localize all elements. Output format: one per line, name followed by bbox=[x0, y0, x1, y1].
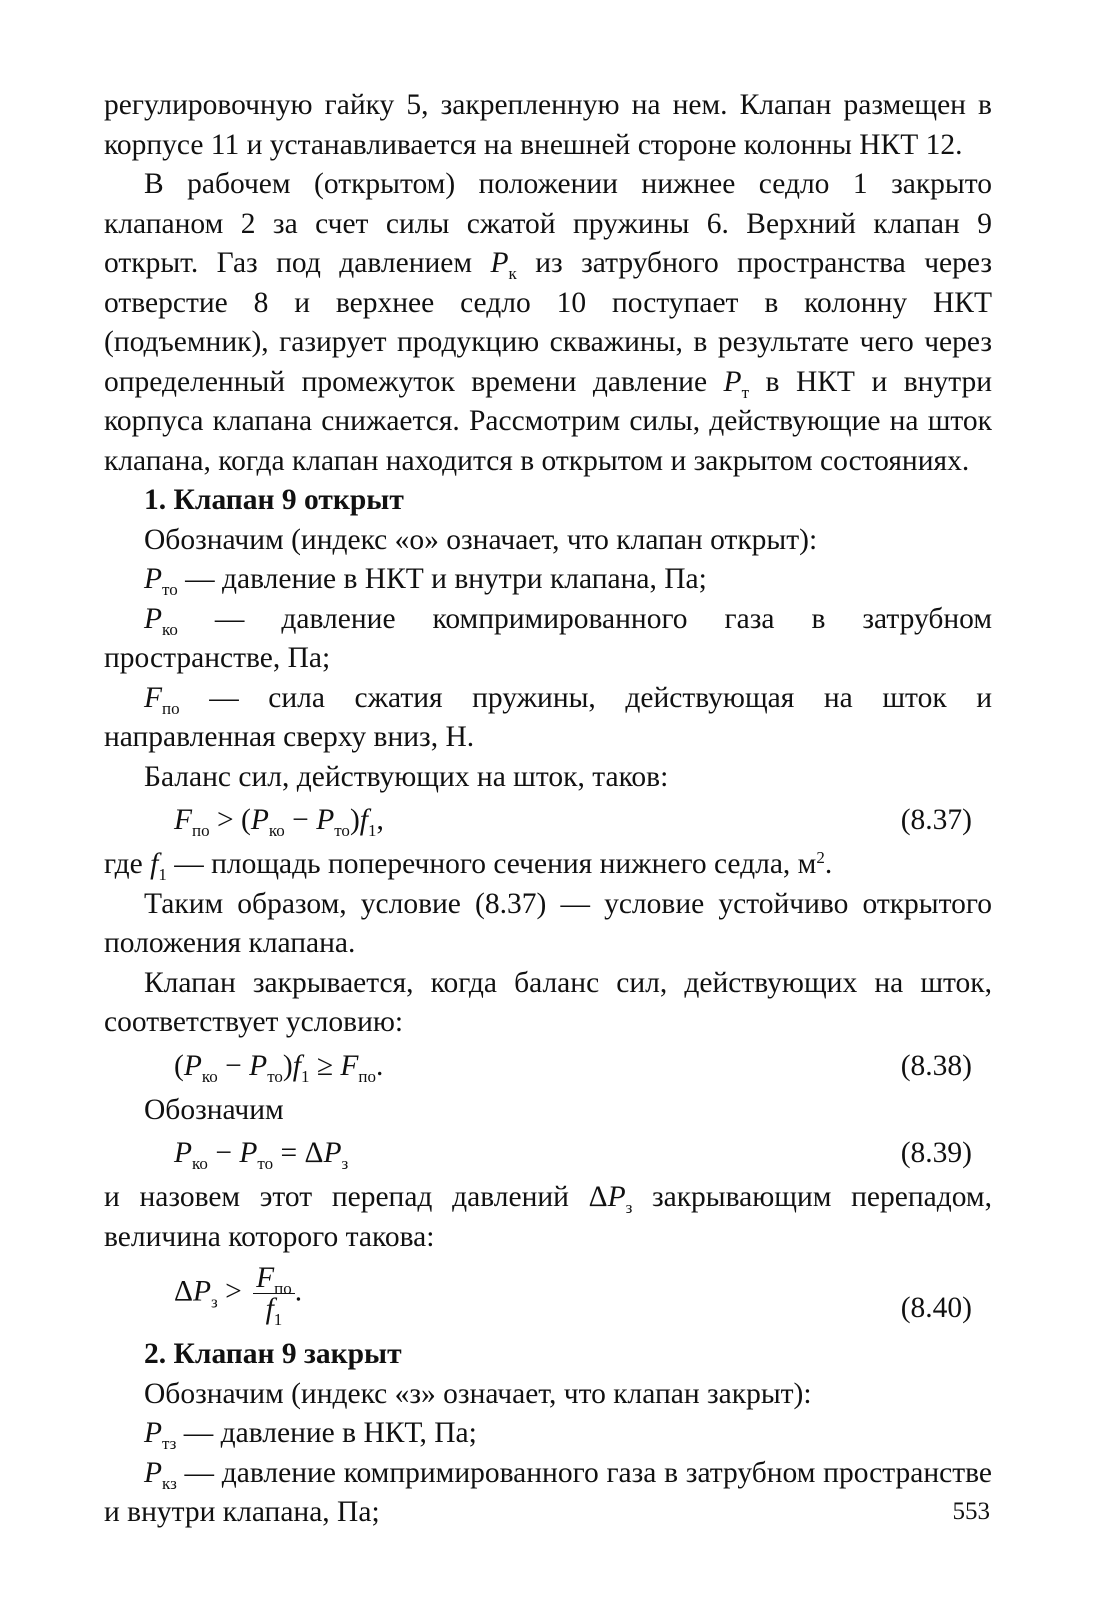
paragraph: Обозначим bbox=[144, 1093, 284, 1126]
paragraph: Баланс сил, действующих на шток, таков: bbox=[144, 760, 669, 793]
paragraph: и назовем этот перепад давлений $\Delta P_з$ закрывающим перепадом, величина которого такова: bbox=[104, 1181, 992, 1253]
paragraph: где $f_1$ — площадь поперечного сечения нижнего седла, $м^2$. bbox=[104, 848, 833, 884]
definition: $F_{по}$ — сила сжатия пружины, действующая на шток и направленная сверху вниз, Н. bbox=[104, 681, 992, 753]
paragraph: В рабочем (открытом) положении нижнее седло 1 закрыто клапаном 2 за счет силы сжатой пружины 6. Верхний клапан 9 открыт. Газ под давлением $P_к$ из затрубного пространства через отверстие 8 и верхнее седло 10 поступает в колонну НКТ (подъемник), газирует продукцию скважины, в результате чего через определенный промежуток времени давление $P_т$ в НКТ и внутри корпуса клапана снижается. Рассмотрим силы, действующие на шток клапана, когда клапан находится в открытом и закрытом состояниях. bbox=[104, 168, 992, 477]
formula-number: (8.37) bbox=[900, 804, 972, 836]
formula-expression: $F_{по} > (P_{ко} - P_{то})f_1$, bbox=[174, 804, 384, 840]
formula-expression: $P_{ко} - P_{то} = \Delta P_з$ bbox=[174, 1137, 349, 1173]
formula-8-39 bbox=[104, 1134, 992, 1174]
paragraph: Таким образом, условие (8.37) — условие устойчиво открытого положения клапана. bbox=[104, 887, 992, 959]
paragraph: регулировочную гайку 5, закрепленную на нем. Клапан размещен в корпусе 11 и устанавливается на внешней стороне колонны НКТ 12. bbox=[104, 89, 992, 161]
paragraph: Клапан закрывается, когда баланс сил, действующих на шток, соответствует условию: bbox=[104, 966, 992, 1038]
paragraph: Обозначим (индекс «о» означает, что клапан открыт): bbox=[144, 523, 818, 556]
definition: $P_{то}$ — давление в НКТ и внутри клапана, Па; bbox=[144, 563, 707, 599]
definition: $P_{ко}$ — давление компримированного газа в затрубном пространстве, Па; bbox=[104, 602, 992, 674]
formula-8-37 bbox=[104, 801, 992, 841]
definition: $P_{кз}$ — давление компримированного газа в затрубном пространстве и внутри клапана, Па; bbox=[104, 1456, 992, 1528]
formula-8-40 bbox=[104, 1263, 992, 1333]
fraction: $\frac{F_{по}}{f_1}$ bbox=[253, 1263, 295, 1324]
page-number: 553 bbox=[952, 1498, 990, 1525]
formula-number: (8.39) bbox=[900, 1137, 972, 1169]
section-heading: 1. Клапан 9 открыт bbox=[144, 484, 404, 516]
section-heading: 2. Клапан 9 закрыт bbox=[144, 1338, 402, 1370]
definition: $P_{тз}$ — давление в НКТ, Па; bbox=[144, 1417, 477, 1453]
formula-8-38 bbox=[104, 1047, 992, 1087]
body-text bbox=[104, 86, 992, 1533]
formula-expression: $\Delta P_з$ > $\frac{F_{по}}{f_1}$ . bbox=[174, 1262, 303, 1329]
formula-number: (8.38) bbox=[900, 1049, 972, 1082]
paragraph: Обозначим (индекс «з» означает, что клапан закрыт): bbox=[144, 1377, 812, 1410]
formula-expression: $(P_{ко} - P_{то})f_1 \ge F_{по}$. bbox=[174, 1049, 384, 1086]
formula-number: (8.40) bbox=[900, 1292, 972, 1324]
